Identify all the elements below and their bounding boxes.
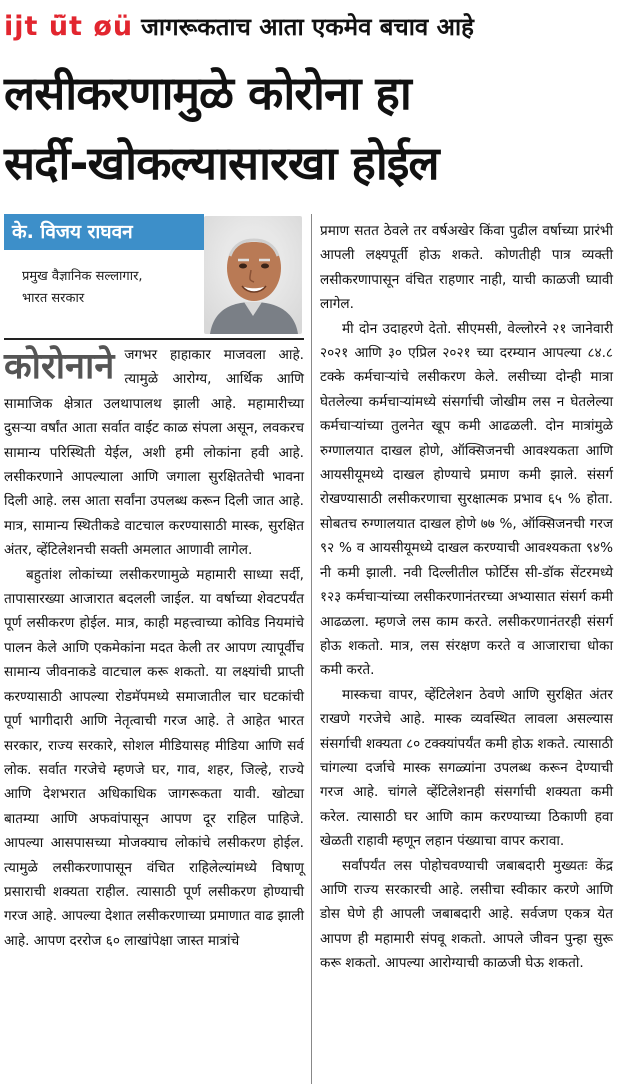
paragraph-text: जगभर हाहाकार माजवला आहे. त्यामुळे आरोग्य, आर्थिक आणि सामाजिक क्षेत्रात उलथापालथ झाली आहे. महामारीच्या दुसऱ्या वर्षांत आता सर्वात वाईट काळ संपला असून, लवकरच सामान्य परिस्थिती येईल, अशी हमी लोकांना हवी आहे. लसीकरणाने आपल्याला आणि जगाला सुरक्षिततेची भावना दिली आहे. लस आता सर्वांना उपलब्ध करून दिली जात आहे. मात्र, सामान्य स्थितीकडे वाटचाल करण्यासाठी मास्क, सुरक्षित अंतर, व्हेंटिलेशनची सक्ती अमलात आणावी लागेल. bbox=[4, 347, 304, 559]
article-paragraph: प्रमाण सतत ठेवले तर वर्षअखेर किंवा पुढील वर्षाच्या प्रारंभी आपली लक्ष्यपूर्ती होऊ शकते. कोणतीही पात्र व्यक्ती लसीकरणापासून वंचित राहणार नाही, याची काळजी घ्यावी लागेल. bbox=[320, 223, 613, 313]
author-role-line-1: प्रमुख वैज्ञानिक सल्लागार, bbox=[22, 269, 143, 284]
dropcap-word: कोरोनाने bbox=[4, 346, 115, 387]
article-paragraph bbox=[4, 343, 304, 563]
author-divider bbox=[4, 338, 304, 340]
article-column-left bbox=[4, 343, 304, 953]
headline-line-2: सर्दी-खोकल्यासारखा होईल bbox=[4, 136, 439, 190]
article-paragraph: बहुतांश लोकांच्या लसीकरणामुळे महामारी साध्या सर्दी, तापासारख्या आजारात बदलली जाईल. या वर्षाच्या शेवटपर्यंत पूर्ण लसीकरण होईल. मात्र, काही महत्त्वाच्या कोविड नियमांचे पालन केले आणि एकमेकांना मदत केली तर आपण त्यापूर्वीच सामान्य जीवनाकडे वाटचाल करू शकतो. या लक्ष्यांची प्राप्ती करण्यासाठी आपल्या रोडमॅपमध्ये समाजातील चार घटकांची पूर्ण भागीदारी आणि नेतृत्वाची गरज आहे. ते आहेत भारत सरकार, राज्य सरकारे, सोशल मीडियासह मीडिया आणि सर्व लोक. सर्वात गरजेचे म्हणजे घर, गाव, शहर, जिल्हे, राज्ये आणि देशभरात अधिकाधिक जागरूकता यावी. खोट्या बातम्या आणि अफवांपासून आपण दूर राहिल पाहिजे. आपल्या आसपासच्या मोजक्याच लोकांचे लसीकरण होईल. त्यामुळे लसीकरणापासून वंचित राहिलेल्यांमध्ये विषाणू प्रसाराची शक्यता राहील. त्यासाठी पूर्ण लसीकरण होण्याची गरज आहे. आपल्या देशात लसीकरणाच्या प्रमाणात वाढ झाली आहे. आपण दररोज ६० लाखांपेक्षा जास्त मात्रांचे bbox=[4, 566, 304, 949]
author-photo bbox=[204, 216, 302, 334]
author-role-line-2: भारत सरकार bbox=[22, 291, 85, 306]
column-divider bbox=[311, 214, 312, 1084]
author-name: के. विजय राघवन bbox=[4, 214, 204, 250]
kicker-text: जागरूकताच आता एकमेव बचाव आहे bbox=[141, 12, 474, 41]
author-portrait-icon bbox=[204, 216, 302, 334]
article-paragraph: सर्वांपर्यंत लस पोहोचवण्याची जबाबदारी मुख्यतः केंद्र आणि राज्य सरकारची आहे. लसीचा स्वीकार करणे आणि डोस घेणे ही आपली जबाबदारी आहे. सर्वजण एकत्र येत आपण ही महामारी संपवू शकतो. आपले जीवन पुन्हा सुरू करू शकतो. आपल्या आरोग्याची काळजी घेऊ शकतो. bbox=[320, 857, 613, 972]
headline bbox=[4, 58, 613, 198]
article-paragraph: मास्कचा वापर, व्हेंटिलेशन ठेवणे आणि सुरक्षित अंतर राखणे गरजेचे आहे. मास्क व्यवस्थित लावला असल्यास संसर्गाची शक्यता ८० टक्क्यांपर्यंत कमी होऊ शकते. त्यासाठी चांगल्या दर्जाचे मास्क सगळ्यांना उपलब्ध करून देण्याची गरज आहे. चांगले व्हेंटिलेशनही संसर्गाची शक्यता कमी करेल. त्यासाठी घर आणि काम करण्याच्या ठिकाणी हवा खेळती राहावी म्हणून लहान पंख्याचा वापर करावा. bbox=[320, 686, 613, 850]
article-column-right bbox=[320, 219, 613, 976]
section-logo: ijt ü̃t øü bbox=[4, 10, 134, 42]
author-block bbox=[4, 214, 303, 340]
author-role bbox=[22, 266, 192, 310]
article-paragraph: मी दोन उदाहरणे देतो. सीएमसी, वेल्लोरने २१ जानेवारी २०२१ आणि ३० एप्रिल २०२१ च्या दरम्यान आपल्या ८४.८ टक्के कर्मचाऱ्यांचे लसीकरण केले. लसीच्या दोन्ही मात्रा घेतलेल्या कर्मचाऱ्यांमध्ये संसर्गाची जोखीम लस न घेतलेल्या कर्मचाऱ्यांच्या तुलनेत खूप कमी आढळली. दोन मात्रांमुळे रुग्णालयात दाखल होणे, ऑक्सिजनची आवश्यकता आणि आयसीयूमध्ये दाखल होण्याचे प्रमाण कमी झाले. संसर्ग रोखण्यासाठी लसीकरणाचा सुरक्षात्मक प्रभाव ६५ % होता. सोबतच रुग्णालयात दाखल होणे ७७ %, ऑक्सिजनची गरज ९२ % व आयसीयूमध्ये दाखल करण्याची आवश्यकता ९४% नी कमी झाली. नवी दिल्लीतील फोर्टिस सी-डॉक सेंटरमध्ये १२३ कर्मचाऱ्यांच्या लसीकरणानंतरच्या अभ्यासात संसर्ग कमी आढळला. म्हणजे लस काम करते. लसीकरणानंतरही संसर्ग होऊ शकतो. मात्र, लस संरक्षण करते व आजाराचा धोका कमी करते. bbox=[320, 320, 613, 679]
headline-line-1: लसीकरणामुळे कोरोना हा bbox=[4, 66, 411, 120]
kicker-bar bbox=[4, 6, 613, 46]
